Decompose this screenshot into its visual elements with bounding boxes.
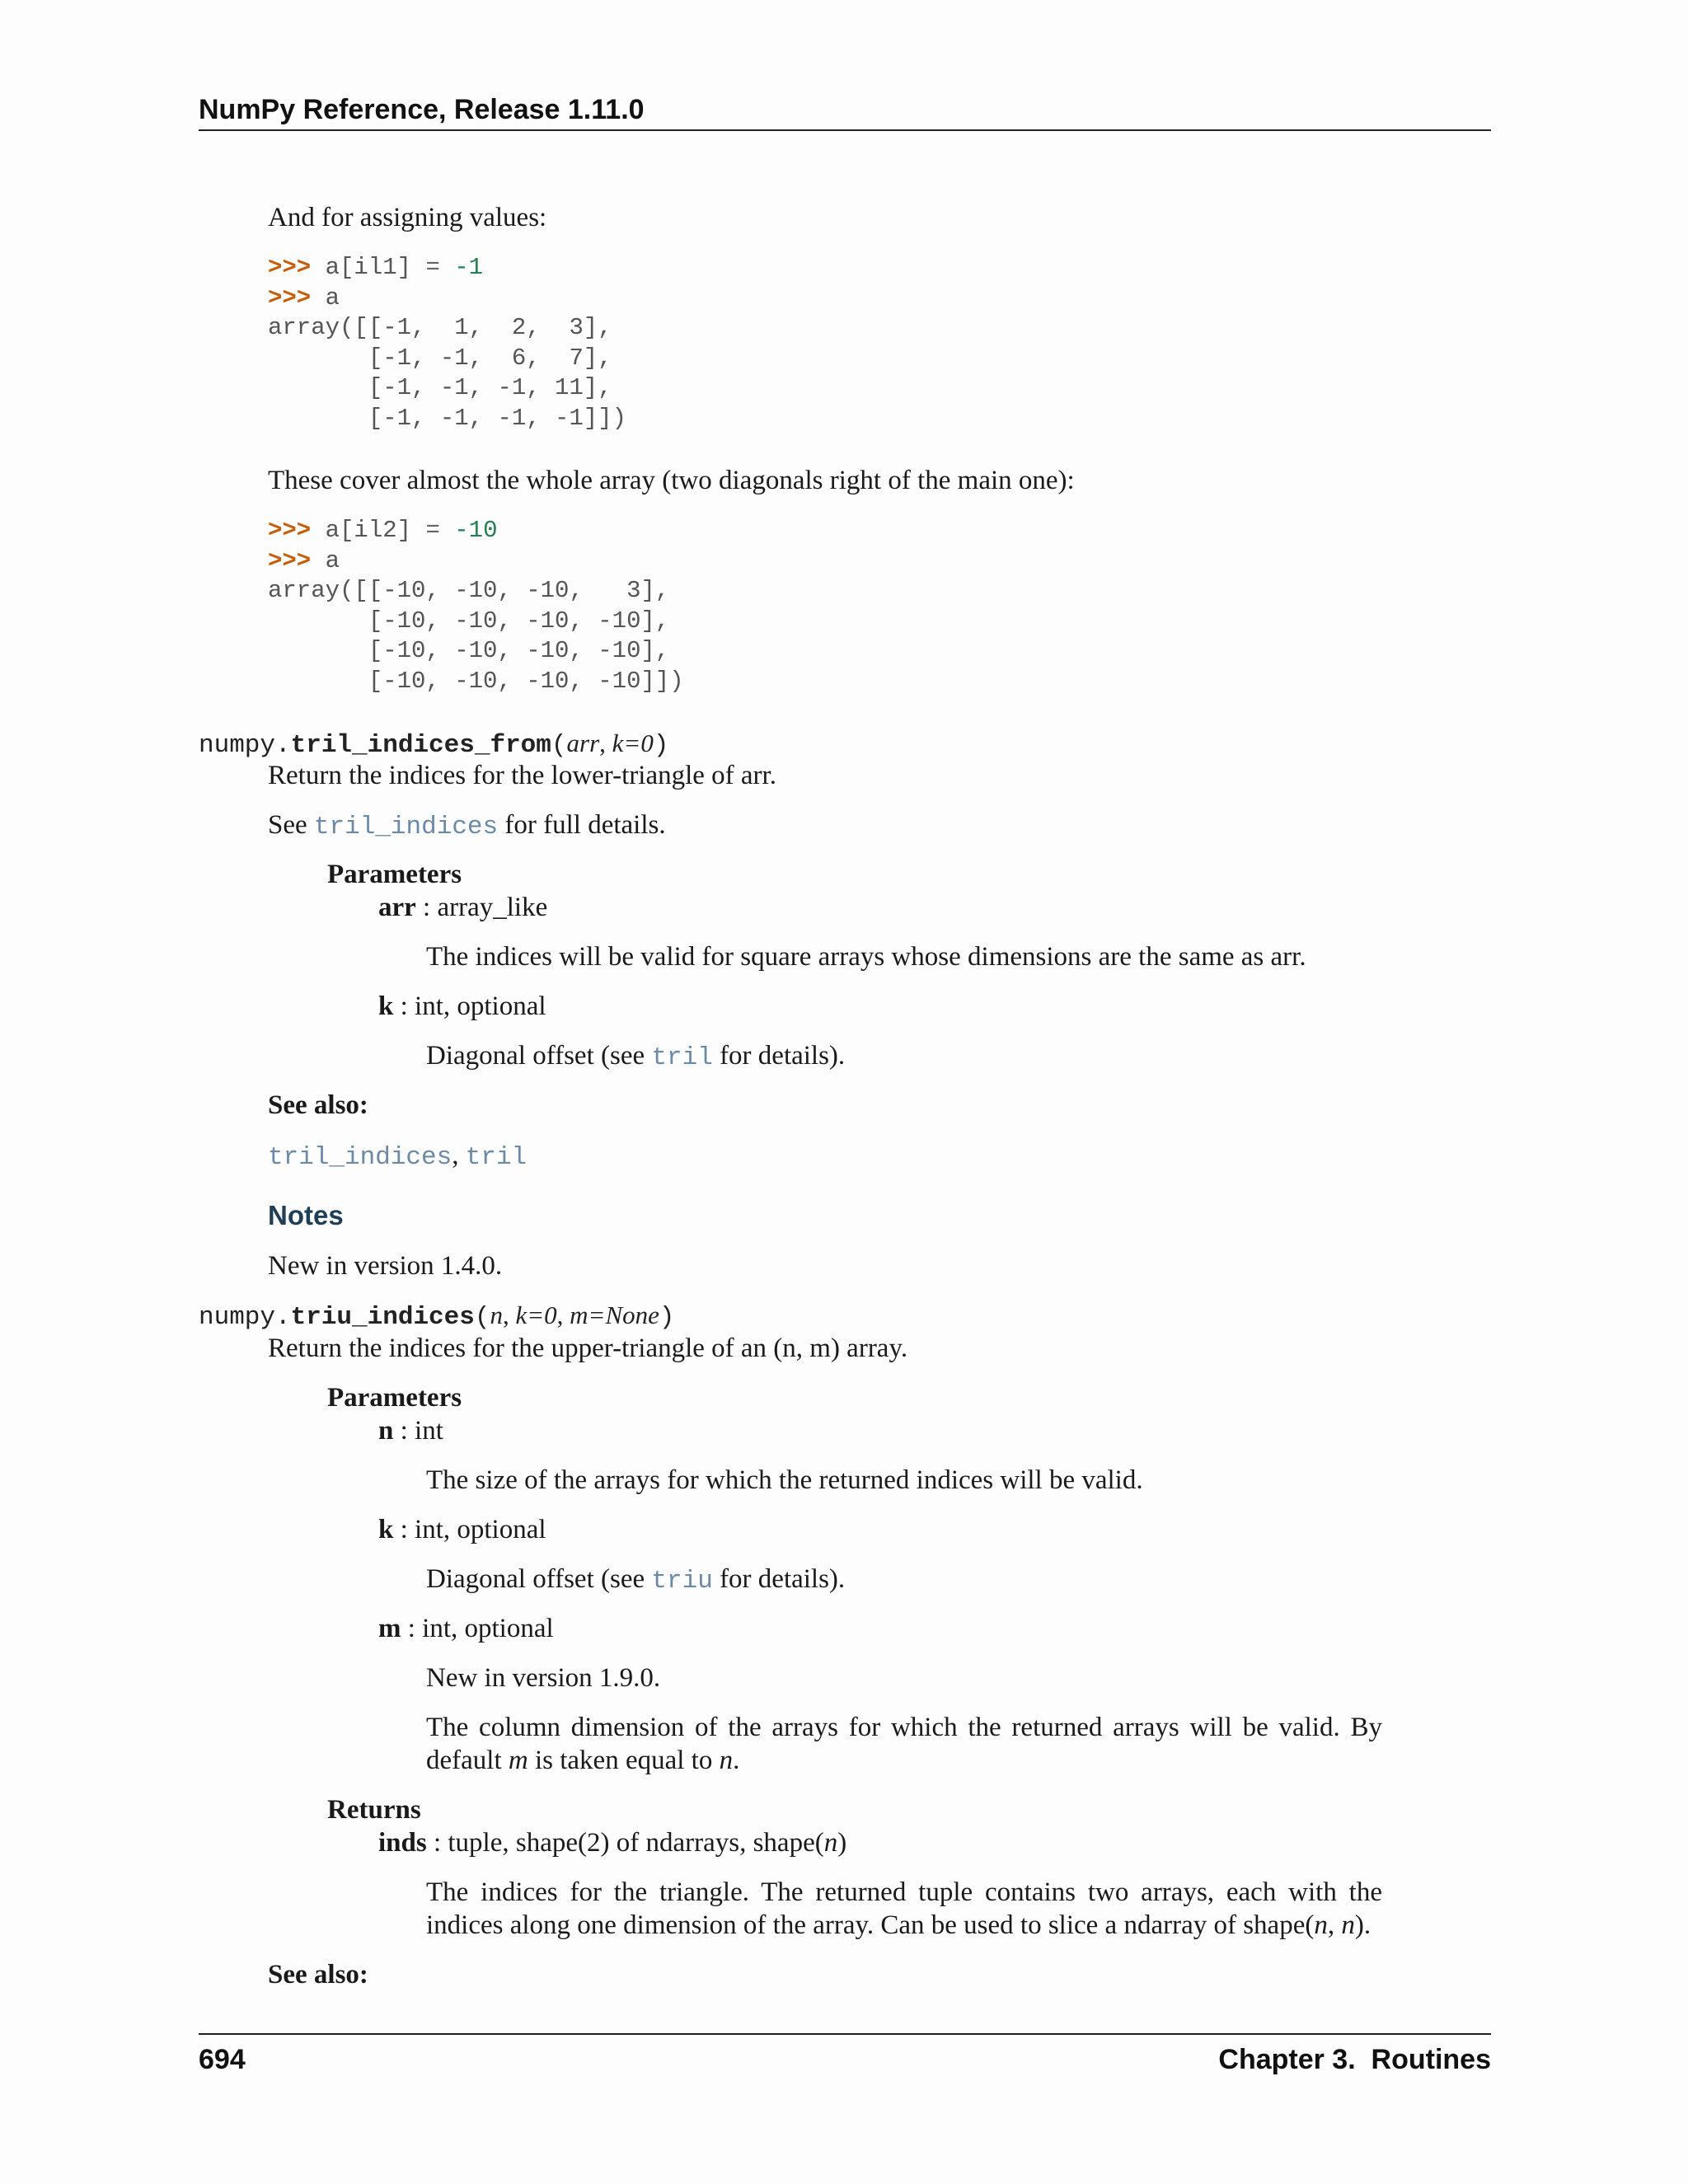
notes-heading: Notes	[268, 1200, 344, 1230]
code-prompt: >>>	[268, 517, 312, 544]
sig-name: triu_indices	[290, 1303, 475, 1332]
sig-paren: )	[653, 731, 669, 760]
code-text: a[il1]	[311, 254, 426, 281]
param-name: m	[378, 1614, 401, 1643]
return-type-var: n	[823, 1828, 838, 1858]
code-operator: =	[425, 517, 440, 544]
param-k-description	[426, 1563, 845, 1598]
return-inds	[378, 1826, 846, 1859]
link-triu[interactable]: triu	[651, 1567, 713, 1596]
sig-sep: ,	[599, 729, 612, 757]
param-arr-description: The indices will be valid for square arrays whose dimensions are the same as arr.	[426, 942, 1306, 972]
code-block-1	[268, 253, 626, 434]
link-tril-indices[interactable]: tril_indices	[313, 813, 499, 841]
link-tril-indices[interactable]: tril_indices	[268, 1143, 452, 1172]
return-desc-text: ).	[1354, 1910, 1372, 1940]
sig-arg: arr	[566, 729, 600, 757]
cover-text: These cover almost the whole array (two diagonals right of the main one):	[268, 466, 1075, 495]
sig-sep: ,	[502, 1301, 516, 1329]
see-also-heading: See also:	[268, 1090, 368, 1120]
param-desc-text: Diagonal offset (see	[426, 1564, 652, 1594]
sig-arg: m=None	[570, 1301, 659, 1329]
parameters-heading: Parameters	[327, 860, 462, 889]
sig-arg: k=0	[515, 1301, 557, 1329]
footer-rule	[199, 2033, 1491, 2035]
code-text: a	[311, 284, 340, 312]
param-desc-text: .	[733, 1746, 740, 1775]
assign-text: And for assigning values:	[268, 203, 547, 232]
param-desc-text: for details).	[712, 1564, 846, 1594]
param-desc-text: is taken equal to	[528, 1746, 720, 1775]
return-name: inds	[378, 1828, 427, 1858]
see-text: See	[268, 810, 314, 840]
sig-paren: )	[659, 1303, 675, 1332]
param-desc-text: The column dimension of the arrays for which the returned arrays will be valid. By default	[426, 1713, 1382, 1775]
param-name: arr	[378, 893, 416, 922]
param-type: : array_like	[415, 893, 548, 922]
function-signature-tril-indices-from	[199, 727, 668, 762]
param-k	[378, 990, 546, 1023]
param-type: : int, optional	[393, 991, 546, 1021]
return-desc-text: The indices for the triangle. The returned tuple contains two arrays, each with the indices along one dimension of the array. Can be used to slice a ndarray of shape(	[426, 1877, 1382, 1940]
param-m	[378, 1612, 554, 1645]
triu-description: Return the indices for the upper-triangle of an (n, m) array.	[268, 1333, 908, 1363]
return-type: : tuple, shape(2) of ndarrays, shape(	[426, 1828, 824, 1858]
param-k	[378, 1513, 546, 1546]
code-output: array([[-1, 1, 2, 3], [-1, -1, 6, 7], [-1, -1, -1, 11], [-1, -1, -1, -1]])	[268, 314, 627, 432]
param-name: n	[378, 1416, 394, 1446]
param-m-version: New in version 1.9.0.	[426, 1663, 661, 1693]
param-type: : int	[393, 1416, 443, 1446]
sig-paren: (	[474, 1303, 490, 1332]
param-k-description	[426, 1039, 845, 1075]
param-desc-text: for details).	[712, 1041, 846, 1071]
param-arr	[378, 891, 547, 924]
param-name: k	[378, 991, 394, 1021]
return-type: )	[837, 1828, 847, 1858]
tril-from-description: Return the indices for the lower-triangle of arr.	[268, 761, 776, 790]
sig-arg: n	[490, 1301, 503, 1329]
returns-heading: Returns	[327, 1795, 421, 1825]
code-text: a[il2]	[311, 517, 426, 544]
param-type: : int, optional	[393, 1515, 546, 1544]
see-also-separator: ,	[452, 1141, 466, 1170]
code-text: a	[311, 546, 340, 574]
code-prompt: >>>	[268, 546, 312, 574]
sig-module: numpy.	[199, 731, 291, 760]
return-inds-description	[426, 1876, 1382, 1942]
sig-module: numpy.	[199, 1303, 291, 1332]
code-output: array([[-10, -10, -10, 3], [-10, -10, -10, -10], [-10, -10, -10, -10], [-10, -10, -10, -10]])	[268, 577, 684, 695]
header-rule	[199, 129, 1491, 131]
return-desc-text: ,	[1327, 1910, 1342, 1940]
see-text: for full details.	[498, 810, 666, 840]
sig-name: tril_indices_from	[290, 731, 551, 760]
tril-from-see	[268, 808, 666, 844]
param-m-description	[426, 1711, 1382, 1777]
code-number: -1	[439, 254, 484, 281]
see-also-links	[268, 1139, 527, 1174]
sig-arg: k=0	[612, 729, 654, 757]
code-block-2	[268, 516, 684, 696]
code-prompt: >>>	[268, 254, 312, 281]
link-tril[interactable]: tril	[651, 1043, 713, 1072]
param-desc-var: n	[719, 1746, 734, 1775]
code-number: -10	[439, 517, 498, 544]
link-tril[interactable]: tril	[465, 1143, 528, 1172]
see-also-heading: See also:	[268, 1960, 368, 1990]
param-n-description: The size of the arrays for which the returned indices will be valid.	[426, 1465, 1143, 1495]
param-name: k	[378, 1515, 394, 1544]
function-signature-triu-indices	[199, 1299, 675, 1334]
code-operator: =	[425, 254, 440, 281]
sig-sep: ,	[556, 1301, 570, 1329]
return-desc-var: n	[1341, 1910, 1355, 1940]
page-number: 694	[199, 2044, 246, 2075]
code-prompt: >>>	[268, 284, 312, 312]
param-desc-var: m	[508, 1746, 528, 1775]
parameters-heading: Parameters	[327, 1383, 462, 1413]
page-header-title: NumPy Reference, Release 1.11.0	[199, 94, 645, 125]
param-desc-text: Diagonal offset (see	[426, 1041, 652, 1071]
chapter-title: Chapter 3. Routines	[1218, 2044, 1491, 2075]
param-type: : int, optional	[401, 1614, 554, 1643]
param-n	[378, 1414, 443, 1447]
notes-text: New in version 1.4.0.	[268, 1251, 503, 1281]
sig-paren: (	[551, 731, 567, 760]
return-desc-var: n	[1314, 1910, 1328, 1940]
